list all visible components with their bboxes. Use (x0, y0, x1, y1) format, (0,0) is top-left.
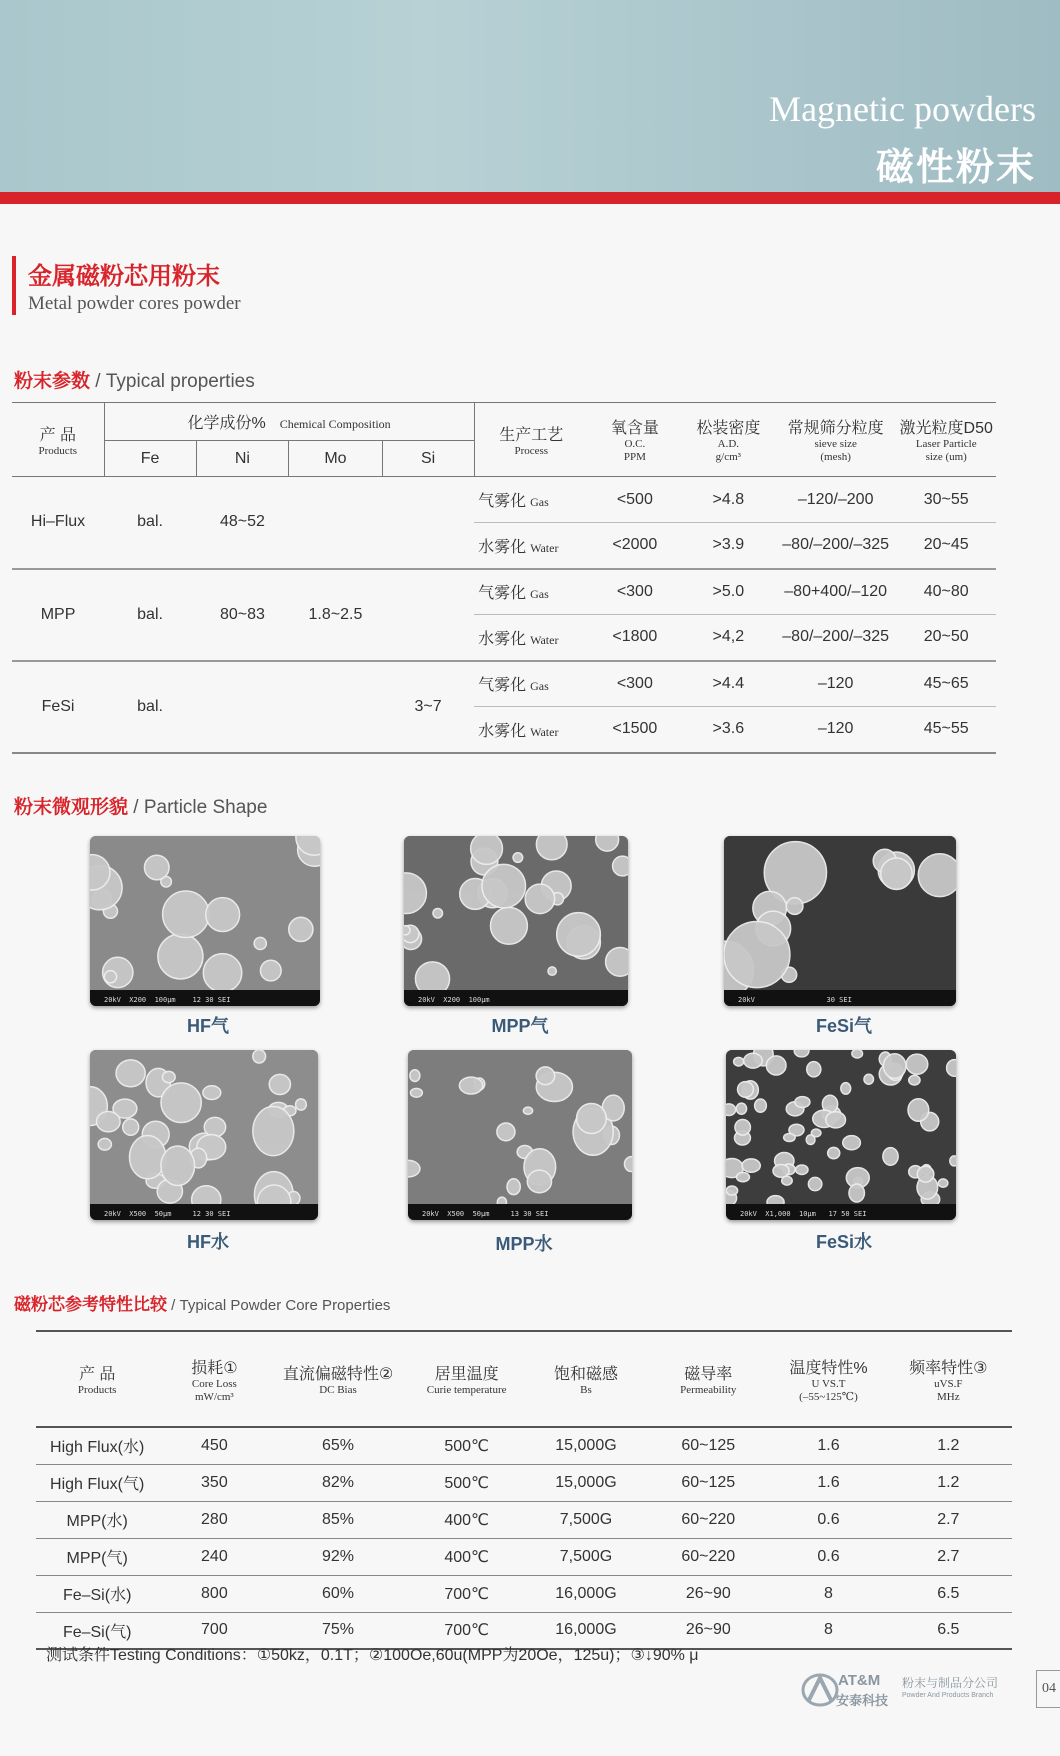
t2-header (528, 1331, 645, 1427)
t2-cell: Fe–Si(水) (62, 1587, 132, 1604)
t2-cell: 60~125 (681, 1436, 736, 1454)
particle-heading (14, 792, 267, 819)
t2-cell: 16,000G (555, 1621, 617, 1639)
section-title-en: Metal powder cores powder (28, 293, 241, 314)
cell-ad: >4.4 (712, 674, 745, 692)
header-chem-en: Chemical Composition (279, 417, 391, 431)
cell-process (474, 615, 588, 661)
t2-cell: 350 (201, 1473, 228, 1491)
t2-cell: 26~90 (685, 1621, 731, 1639)
header-ad-zh: 松装密度 (696, 420, 761, 437)
process-en: Gas (530, 587, 549, 602)
cell-oc: <500 (616, 490, 653, 508)
t2-header (36, 1331, 158, 1427)
image-caption: FeSi水 (815, 1232, 872, 1252)
cell-oc: <1500 (612, 720, 658, 738)
header-products-en: Products (38, 444, 78, 457)
t2-header-zh: 磁导率 (684, 1366, 733, 1383)
compare-heading (14, 1290, 390, 1315)
t2-cell: 8 (824, 1621, 833, 1639)
t2-header-zh: 损耗① (191, 1359, 238, 1377)
cell-fe: bal. (137, 605, 163, 623)
process-en: Water (530, 540, 559, 555)
table-row (12, 569, 996, 615)
header-ad-en2: g/cm³ (715, 451, 741, 463)
cell-sieve: –80+400/–120 (784, 582, 888, 600)
particle-micrograph (726, 1050, 956, 1220)
sem-image (90, 836, 320, 1006)
t2-cell: 6.5 (937, 1584, 960, 1602)
cell-oc: <300 (616, 582, 653, 600)
t2-cell: 6.5 (937, 1621, 960, 1639)
brand-name: AT&M (838, 1672, 881, 1689)
t2-header-en: Curie temperature (426, 1384, 507, 1396)
core-properties-table (36, 1330, 1012, 1650)
header-oc (588, 403, 682, 477)
cell-mo (289, 477, 382, 569)
typical-title-zh: 粉末参数 (14, 371, 91, 392)
cell-sieve: –120 (817, 674, 854, 692)
t2-header (158, 1331, 270, 1427)
header-chem-zh: 化学成份% (187, 415, 266, 432)
image-caption: MPP水 (495, 1234, 553, 1254)
t2-header-zh: 居里温度 (434, 1366, 499, 1383)
particle-title-zh: 粉末微观形貌 (14, 797, 129, 818)
t2-cell: 60~220 (681, 1547, 736, 1565)
header-products-zh: 产 品 (39, 426, 77, 444)
header-sieve-en1: sieve size (814, 438, 857, 450)
t2-cell: High Flux(水) (50, 1439, 145, 1457)
t2-header-en: uVS.F (934, 1377, 963, 1390)
typical-title-en: / Typical properties (90, 371, 255, 392)
cell-process (474, 523, 588, 569)
t2-cell: 60~220 (681, 1510, 736, 1528)
t2-header (644, 1331, 772, 1427)
t2-header-zh: 产 品 (78, 1366, 116, 1383)
t2-cell: 280 (201, 1510, 228, 1528)
sem-scale-label: 20kV 30 SEI (738, 996, 852, 1004)
image-caption: FeSi气 (815, 1016, 872, 1036)
particle-micrograph (408, 1050, 632, 1220)
sem-scale-label: 20kV X200 100μm (418, 996, 490, 1004)
t2-cell: 400℃ (444, 1548, 489, 1566)
t2-header-zh: 饱和磁感 (553, 1366, 618, 1383)
t2-cell: 500℃ (444, 1474, 489, 1492)
cell-ad: >5.0 (712, 582, 745, 600)
t2-cell: 500℃ (444, 1437, 489, 1455)
header-sieve (775, 403, 897, 477)
t2-cell: 2.7 (937, 1547, 960, 1565)
header-sieve-en2: (mesh) (820, 451, 851, 463)
t2-cell: 400℃ (444, 1511, 489, 1529)
t2-cell: 7,500G (559, 1547, 613, 1565)
t2-cell: 700℃ (444, 1622, 489, 1640)
branch-name-zh: 粉末与制品分公司 (902, 1676, 999, 1690)
header-ni: Ni (196, 441, 289, 477)
t2-header (885, 1331, 1012, 1427)
cell-process (474, 707, 588, 753)
brand-name-zh: 安泰科技 (836, 1693, 889, 1708)
banner-title-en: Magnetic powders (769, 89, 1036, 129)
cell-mo: 1.8~2.5 (308, 605, 363, 623)
t2-cell: 450 (201, 1436, 228, 1454)
t2-header-en2: mW/cm³ (195, 1390, 234, 1403)
process-en: Gas (530, 679, 549, 694)
cell-ad: >4.8 (712, 490, 745, 508)
process-en: Gas (530, 495, 549, 509)
table-row (36, 1464, 1012, 1501)
cell-ni: 80~83 (219, 605, 265, 623)
t2-cell: 1.2 (937, 1473, 960, 1491)
t2-header (270, 1331, 405, 1427)
cell-laser: 45~55 (923, 720, 969, 738)
image-caption: MPP气 (491, 1016, 549, 1036)
cell-sieve: –120 (817, 720, 854, 738)
header-ad (682, 403, 775, 477)
t2-cell: 65% (321, 1436, 354, 1454)
t2-cell: 800 (201, 1584, 228, 1602)
process-zh: 气雾化 (478, 585, 527, 603)
table-row (12, 477, 996, 523)
t2-cell: MPP(气) (66, 1550, 128, 1567)
page-number: 04 (1036, 1670, 1060, 1708)
t2-cell: 7,500G (559, 1510, 613, 1528)
header-process (474, 403, 588, 477)
t2-cell: 16,000G (555, 1584, 617, 1602)
table-row (12, 661, 996, 707)
t2-cell: 60% (321, 1584, 354, 1602)
t2-cell: 700℃ (444, 1585, 489, 1603)
cell-laser: 40~80 (923, 582, 969, 600)
cell-product: MPP (40, 605, 76, 623)
particle-micrograph (90, 836, 320, 1006)
t2-header-en: DC Bias (319, 1384, 357, 1396)
cell-product: FeSi (41, 697, 75, 715)
cell-process (474, 661, 588, 707)
header-ad-en1: A.D. (717, 438, 740, 450)
t2-header-en: Products (77, 1384, 117, 1396)
t2-cell: Fe–Si(气) (62, 1623, 132, 1641)
typical-heading (14, 366, 255, 393)
sem-scale-label: 20kV X500 50μm 13 30 SEI (422, 1210, 549, 1218)
header-laser-zh: 激光粒度D50 (899, 420, 993, 437)
t2-cell: 0.6 (817, 1547, 840, 1565)
image-caption: HF水 (187, 1232, 229, 1252)
branch-name-en: Powder And Products Branch (902, 1692, 994, 1699)
t2-header-en2: (–55~125℃) (799, 1390, 858, 1403)
header-chem (104, 403, 474, 441)
t2-cell: 26~90 (685, 1584, 731, 1602)
header-banner (0, 0, 1060, 192)
particle-micrograph (404, 836, 628, 1006)
process-zh: 气雾化 (478, 493, 527, 510)
typical-properties-table (12, 402, 996, 753)
cell-laser: 30~55 (923, 490, 969, 508)
cell-fe: bal. (137, 513, 163, 531)
process-en: Water (530, 632, 559, 647)
cell-oc: <300 (616, 674, 653, 692)
t2-header-zh: 直流偏磁特性② (282, 1366, 394, 1383)
particle-title-en: / Particle Shape (128, 797, 268, 818)
sem-image (90, 1050, 318, 1220)
particle-micrograph (90, 1050, 318, 1220)
cell-sieve: –120/–200 (797, 490, 874, 508)
sem-scale-label: 20kV X500 50μm 12 30 SEI (104, 1210, 231, 1218)
cell-laser: 45~65 (923, 674, 969, 692)
cell-sieve: –80/–200/–325 (782, 628, 890, 646)
cell-sieve: –80/–200/–325 (782, 536, 890, 554)
t2-header-en2: MHz (937, 1390, 960, 1403)
cell-si: 3~7 (414, 697, 442, 715)
table-row (36, 1575, 1012, 1612)
header-products (12, 403, 104, 477)
process-zh: 水雾化 (478, 630, 527, 648)
t2-header-en: Bs (580, 1384, 592, 1396)
t2-cell: 0.6 (817, 1510, 840, 1528)
section-heading (12, 256, 241, 315)
t2-cell: 8 (824, 1584, 833, 1602)
header-laser-en1: Laser Particle (915, 438, 977, 450)
cell-si (382, 477, 474, 569)
company-logo (800, 1672, 1010, 1708)
process-zh: 水雾化 (478, 722, 527, 740)
process-zh: 气雾化 (478, 677, 527, 695)
t2-header (406, 1331, 528, 1427)
cell-ni: 48~52 (219, 513, 265, 531)
t2-cell: MPP(水) (66, 1513, 128, 1530)
t2-cell: 1.2 (937, 1436, 960, 1454)
header-process-zh: 生产工艺 (499, 426, 564, 444)
process-zh: 水雾化 (478, 538, 527, 556)
header-oc-en1: O.C. (624, 438, 646, 450)
header-fe: Fe (104, 441, 196, 477)
cell-ad: >3.9 (712, 536, 745, 554)
header-process-en: Process (514, 444, 549, 457)
particle-micrograph (724, 836, 956, 1006)
testing-conditions-note: 测试条件Testing Conditions：①50kz，0.1T；②100Oe,60u(MPP为20Oe，125u)；③↓90% μ (46, 1647, 699, 1664)
t2-cell: 15,000G (555, 1473, 617, 1491)
compare-title-zh: 磁粉芯参考特性比较 (14, 1295, 167, 1314)
header-laser-en2: size (um) (925, 451, 967, 463)
t2-cell: High Flux(气) (50, 1476, 145, 1493)
header-oc-en2: PPM (623, 451, 646, 463)
table-row (36, 1501, 1012, 1538)
header-si: Si (382, 441, 474, 477)
t2-cell: 92% (321, 1547, 354, 1565)
cell-oc: <1800 (612, 628, 658, 646)
table-row (36, 1427, 1012, 1464)
cell-process (474, 477, 588, 523)
banner-title-zh: 磁性粉末 (875, 147, 1036, 189)
t2-cell: 1.6 (817, 1473, 840, 1491)
section-title-zh: 金属磁粉芯用粉末 (28, 263, 220, 290)
sem-image (724, 836, 956, 1006)
t2-cell: 2.7 (937, 1510, 960, 1528)
header-oc-zh: 氧含量 (610, 420, 659, 437)
table1-header-row (12, 403, 996, 441)
cell-ad: >3.6 (712, 720, 745, 738)
cell-ni (196, 661, 289, 753)
t2-header-zh: 频率特性③ (909, 1359, 988, 1377)
sem-image (404, 836, 628, 1006)
compare-title-en: / Typical Powder Core Properties (167, 1297, 391, 1314)
t2-cell: 85% (321, 1510, 354, 1528)
t2-cell: 60~125 (681, 1473, 736, 1491)
cell-ad: >4,2 (712, 628, 745, 646)
cell-laser: 20~45 (923, 536, 969, 554)
t2-cell: 1.6 (817, 1436, 840, 1454)
cell-oc: <2000 (612, 536, 658, 554)
table-row (36, 1538, 1012, 1575)
sem-image (408, 1050, 632, 1220)
sem-image (726, 1050, 956, 1220)
sem-scale-label: 20kV X1,000 10μm 17 50 SEI (740, 1210, 867, 1218)
red-divider (0, 192, 1060, 204)
cell-laser: 20~50 (923, 628, 969, 646)
t2-header (772, 1331, 884, 1427)
t2-cell: 75% (321, 1621, 354, 1639)
t2-cell: 700 (201, 1621, 228, 1639)
sem-scale-label: 20kV X200 100μm 12 30 SEI (104, 996, 231, 1004)
cell-product: Hi–Flux (30, 513, 86, 531)
t2-header-zh: 温度特性% (789, 1359, 868, 1377)
cell-fe: bal. (137, 697, 163, 715)
t2-cell: 240 (201, 1547, 228, 1565)
cell-si (382, 569, 474, 661)
t2-cell: 82% (321, 1473, 354, 1491)
t2-header-en: U VS.T (811, 1377, 846, 1390)
header-sieve-zh: 常规筛分粒度 (787, 420, 884, 437)
process-en: Water (530, 724, 559, 739)
cell-process (474, 569, 588, 615)
header-laser (896, 403, 996, 477)
t2-cell: 15,000G (555, 1436, 617, 1454)
image-caption: HF气 (187, 1016, 229, 1036)
cell-mo (289, 661, 382, 753)
t2-header-en: Permeability (680, 1384, 737, 1396)
t2-header-en: Core Loss (191, 1377, 237, 1390)
header-mo: Mo (289, 441, 382, 477)
